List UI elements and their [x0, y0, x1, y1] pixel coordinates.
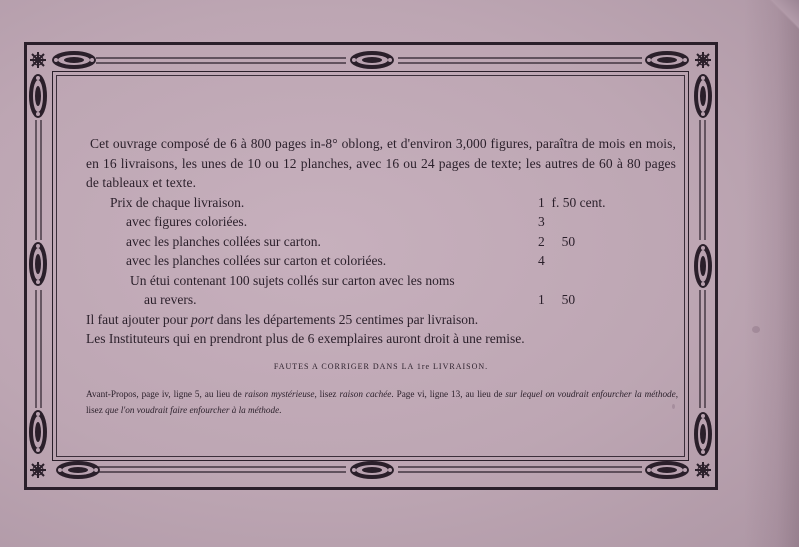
port-note-emphasis: port	[190, 311, 214, 327]
errata-heading: FAUTES A CORRIGER DANS LA 1re LIVRAISON.	[273, 362, 489, 371]
port-note-text: Il faut ajouter pour	[86, 311, 191, 327]
teachers-note: Les Instituteurs qui en prendront plus de 6 exemplaires auront droit à une remise.	[86, 330, 525, 346]
price-row	[86, 232, 676, 252]
errata-segment: Avant-Propos, page iv, ligne 5, au lieu de	[86, 389, 245, 399]
errata-italic: raison cachée	[339, 389, 392, 399]
price-label: avec les planches collées sur carton et coloriées.	[126, 253, 387, 268]
port-note-text: dans les départements 25 centimes par livraison.	[213, 311, 479, 327]
price-label: Un étui contenant 100 sujets collés sur carton avec les noms	[130, 272, 455, 288]
price-amount: 4	[538, 253, 545, 268]
main-text-block	[86, 134, 676, 348]
price-row	[86, 290, 676, 310]
errata-italic: que l'on voudrait faire enfourcher à la méthode	[105, 405, 280, 415]
price-row	[86, 271, 676, 291]
price-label: avec les planches collées sur carton.	[126, 233, 321, 249]
price-label: avec figures coloriées.	[126, 214, 248, 229]
port-note	[86, 310, 676, 329]
price-amount: 1 f. 50 cent.	[538, 194, 606, 210]
price-amount: 2 50	[538, 233, 576, 249]
errata-segment: , lisez	[314, 389, 340, 399]
price-amount: 1 50	[538, 292, 576, 307]
errata-segment: , lisez	[86, 389, 679, 415]
price-row	[86, 251, 676, 271]
price-label: Prix de chaque livraison.	[110, 194, 245, 210]
price-label: au revers.	[144, 292, 197, 307]
errata-italic: raison mystérieuse	[244, 389, 315, 399]
price-row	[86, 193, 676, 213]
price-row	[86, 212, 676, 232]
errata-segment: .	[279, 405, 282, 415]
errata-text	[86, 386, 678, 418]
errata-italic: sur lequel on voudrait enfourcher la méthode	[505, 389, 676, 399]
price-amount: 3	[538, 214, 545, 229]
errata-segment: . Page vi, ligne 13, au lieu de	[391, 389, 506, 399]
intro-paragraph: Cet ouvrage composé de 6 à 800 pages in-8° oblong, et d'environ 3,000 figures, paraîtra de mois en mois, en 16 livraisons, les unes de 10 ou 12 planches, avec 16 ou 24 pages de texte; les autres de 60 à 80 pages de tableaux et texte.	[86, 136, 676, 190]
